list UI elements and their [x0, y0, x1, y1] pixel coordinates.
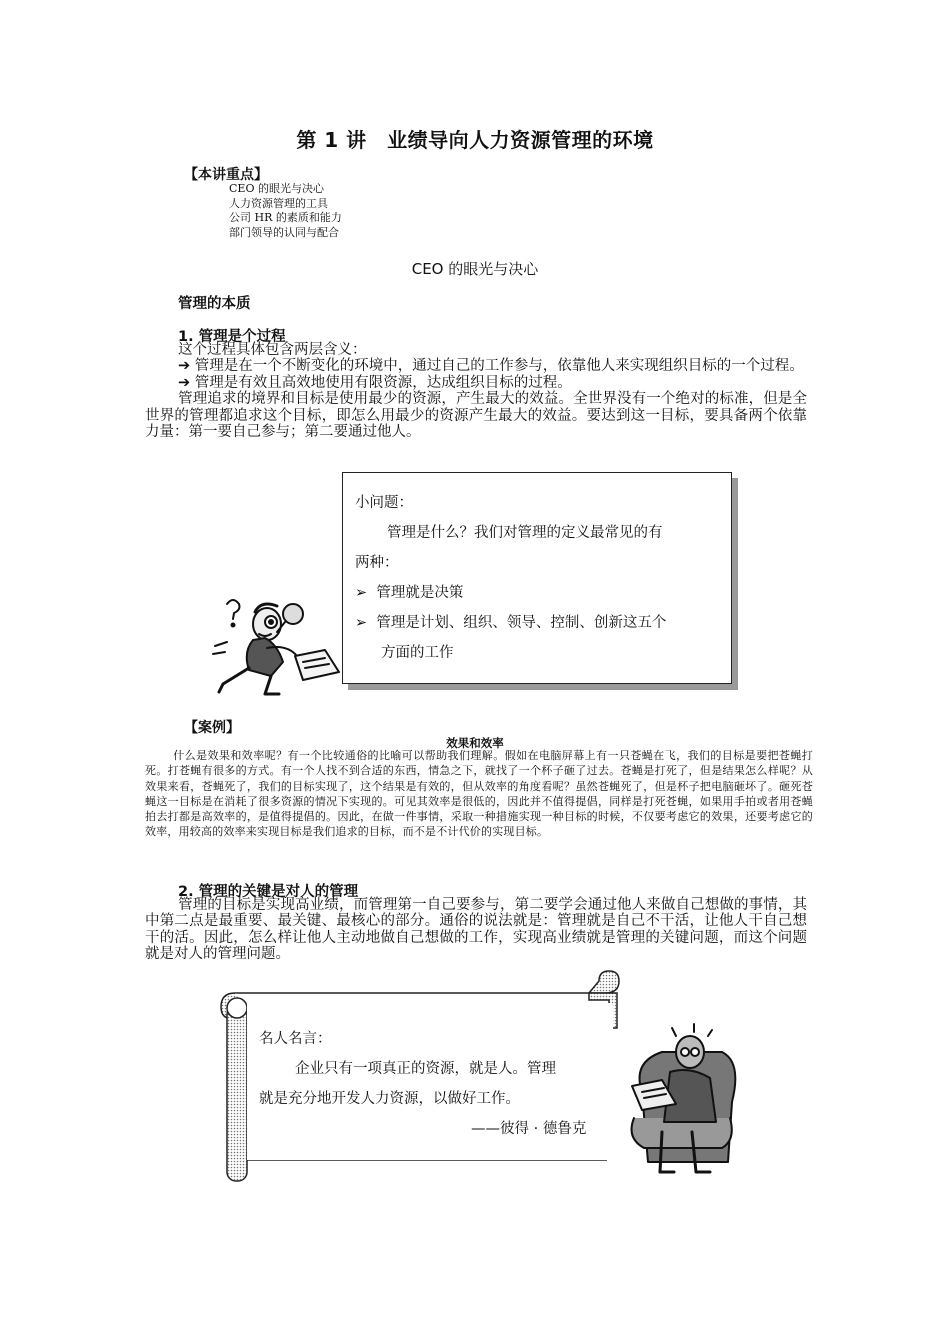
confused-man-illustration: [205, 592, 355, 700]
case-title: 效果和效率: [446, 736, 504, 750]
question-item-2-cont: 方面的工作: [381, 645, 454, 661]
quote-box: [247, 1005, 613, 1160]
question-box: [342, 472, 732, 684]
question-line-1: 管理是什么？我们对管理的定义最常见的有: [387, 525, 663, 541]
question-line-2: 两种：: [355, 555, 399, 571]
bullet-icon: ➢: [355, 585, 368, 601]
keypoint-item: CEO 的眼光与决心: [229, 182, 324, 195]
paragraph: 管理追求的境界和目标是使用最少的资源，产生最大的效益。全世界没有一个绝对的标准，但是全世界的管理都追求这个目标，即怎么用最少的资源产生最大的效益。要达到这一目标，要具备两个依靠力量：第一要自己参与；第二要通过他人。: [145, 391, 807, 441]
arrow-icon: ➔: [178, 358, 191, 375]
intro-line: 这个过程具体包含两层含义：: [178, 342, 367, 358]
section-heading: 管理的本质: [178, 296, 251, 312]
keypoint-item: 公司 HR 的素质和能力: [229, 211, 342, 224]
question-item-1: ➢ 管理就是决策: [355, 585, 464, 601]
page-title: 第 1 讲 业绩导向人力资源管理的环境: [296, 128, 654, 152]
subsection-1-body: [145, 342, 807, 440]
section-title: CEO 的眼光与决心: [411, 260, 539, 278]
bullet-2: ➔ 管理是有效且高效地使用有限资源，达成组织目标的过程。: [178, 374, 572, 391]
keypoint-item: 部门领导的认同与配合: [229, 225, 339, 239]
case-heading: 【案例】: [184, 720, 240, 736]
subsection-heading-2: 2. 管理的关键是对人的管理: [178, 884, 359, 900]
bullet-1: ➔ 管理是在一个不断变化的环境中，通过自己的工作参与，依靠他人来实现组织目标的一个过程。: [178, 358, 804, 375]
subsection-2-body: 管理的目标是实现高业绩，而管理第一自己要参与，第二要学会通过他人来做自己想做的事情，其中第二点是最重要、最关键、最核心的部分。通俗的说法就是：管理就是自己不干活，让他人干自己想干的活。因此，怎么样让他人主动地做自己想做的工作，实现高业绩就是管理的关键问题，而这个问题就是对人的管理问题。: [145, 897, 807, 963]
reading-man-illustration: [612, 1022, 742, 1182]
keypoints-list: [229, 182, 342, 240]
arrow-icon: ➔: [178, 374, 191, 391]
quote-title: 名人名言：: [259, 1031, 332, 1047]
quote-line-1: 企业只有一项真正的资源，就是人。管理: [295, 1061, 556, 1077]
keypoint-item: 人力资源管理的工具: [229, 196, 328, 210]
question-item-2: ➢ 管理是计划、组织、领导、控制、创新这五个: [355, 615, 667, 631]
quote-author: ——彼得 · 德鲁克: [471, 1121, 587, 1137]
question-title: 小问题：: [355, 495, 413, 511]
subsection-heading-1: 1. 管理是个过程: [178, 329, 286, 345]
bullet-icon: ➢: [355, 615, 368, 631]
case-body: 什么是效果和效率呢？有一个比较通俗的比喻可以帮助我们理解。假如在电脑屏幕上有一只苍蝇在飞，我们的目标是要把苍蝇打死。打苍蝇有很多的方式。有一个人找不到合适的东西，情急之下，就找了一个杯子砸了过去。苍蝇是打死了，但是结果怎么样呢？从效果来看，苍蝇死了，我们的目标实现了，这个结果是有效的，但从效率的角度看呢？虽然苍蝇死了，但是杯子把电脑砸坏了。砸死苍蝇这一目标是在消耗了很多资源的情况下实现的。可见其效率是很低的，因此并不值得提倡，同样是打死苍蝇，如果用手拍或者用苍蝇拍去打都是高效率的，是值得提倡的。因此，在做一件事情，采取一种措施实现一种目标的时候，不仅要考虑它的效果，还要考虑它的效率，用较高的效率来实现目标是我们追求的目标，而不是不计代价的实现目标。: [145, 749, 813, 839]
quote-line-2: 就是充分地开发人力资源，以做好工作。: [259, 1091, 520, 1107]
keypoints-heading: 【本讲重点】: [184, 167, 268, 183]
